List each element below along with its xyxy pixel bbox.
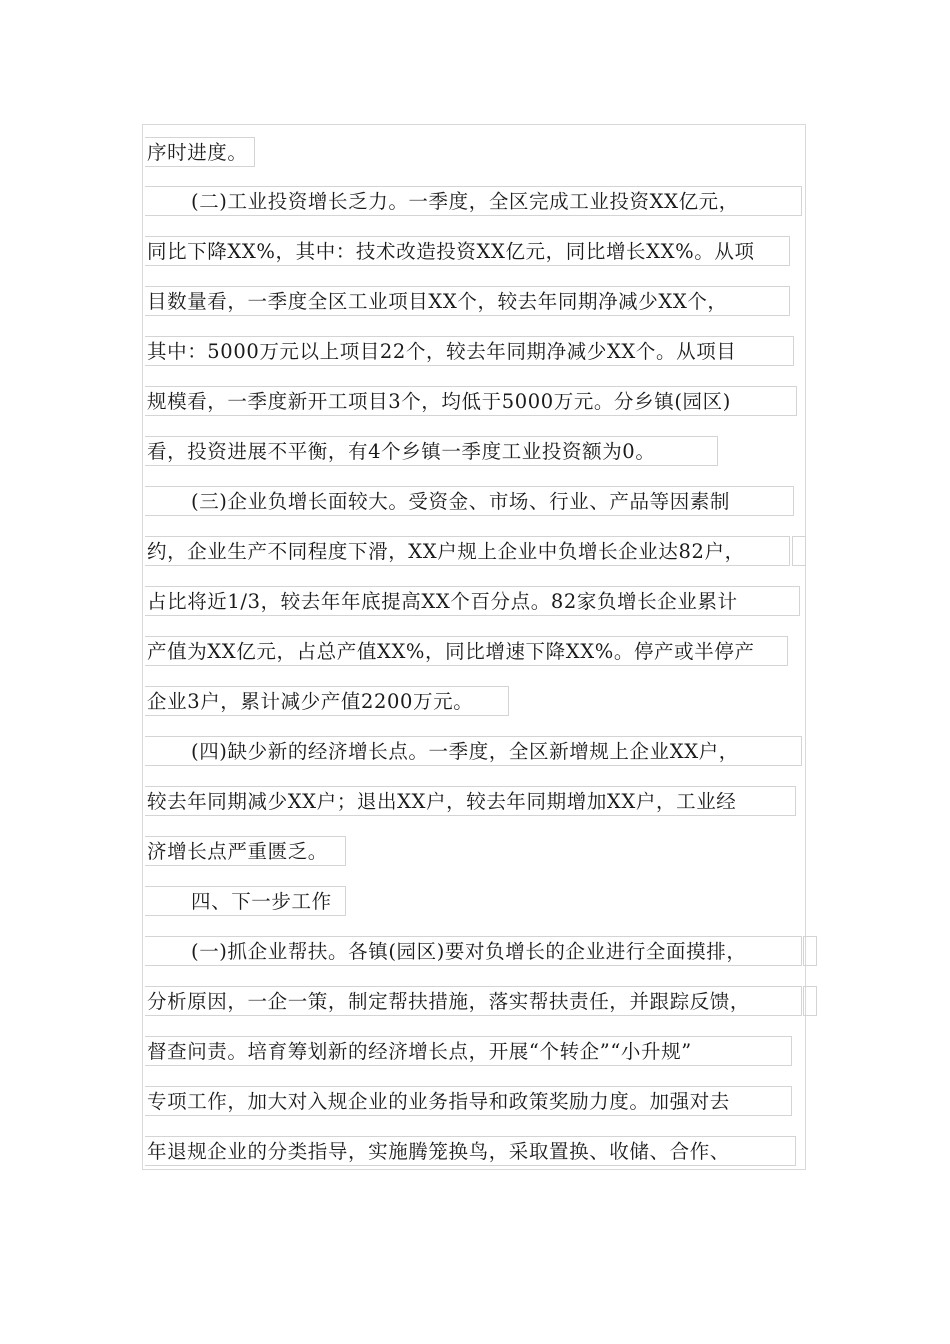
text-line: 分析原因，一企一策，制定帮扶措施，落实帮扶责任，并跟踪反馈， (145, 986, 802, 1016)
text-line: 济增长点严重匮乏。 (145, 836, 346, 866)
text-line: 企业3户，累计减少产值2200万元。 (145, 686, 509, 716)
text-line: 其中：5000万元以上项目22个，较去年同期净减少XX个。从项目 (145, 336, 794, 366)
line-end-marker (792, 536, 806, 566)
paragraph-2-line-1: (二)工业投资增长乏力。一季度，全区完成工业投资XX亿元， (145, 186, 802, 216)
line-end-marker (803, 936, 817, 966)
text-line: 序时进度。 (145, 137, 255, 167)
line-end-marker (803, 986, 817, 1016)
text-line: 约，企业生产不同程度下滑，XX户规上企业中负增长企业达82户， (145, 536, 790, 566)
text-line: 占比将近1/3，较去年年底提高XX个百分点。82家负增长企业累计 (145, 586, 800, 616)
section-heading: 四、下一步工作 (145, 886, 346, 916)
text-line: 目数量看，一季度全区工业项目XX个，较去年同期净减少XX个， (145, 286, 790, 316)
text-line: 督查问责。培育筹划新的经济增长点，开展“个转企”“小升规” (145, 1036, 792, 1066)
text-line: 年退规企业的分类指导，实施腾笼换鸟，采取置换、收储、合作、 (145, 1136, 796, 1166)
text-line: 专项工作，加大对入规企业的业务指导和政策奖励力度。加强对去 (145, 1086, 792, 1116)
text-line: 规模看，一季度新开工项目3个，均低于5000万元。分乡镇(园区) (145, 386, 797, 416)
text-line: 产值为XX亿元，占总产值XX%，同比增速下降XX%。停产或半停产 (145, 636, 788, 666)
text-line: 同比下降XX%，其中：技术改造投资XX亿元，同比增长XX%。从项 (145, 236, 790, 266)
paragraph-4-line-1: (四)缺少新的经济增长点。一季度，全区新增规上企业XX户， (145, 736, 802, 766)
paragraph-3-line-1: (三)企业负增长面较大。受资金、市场、行业、产品等因素制 (145, 486, 794, 516)
paragraph-5-line-1: (一)抓企业帮扶。各镇(园区)要对负增长的企业进行全面摸排， (145, 936, 802, 966)
text-line: 看，投资进展不平衡，有4个乡镇一季度工业投资额为0。 (145, 436, 718, 466)
text-line: 较去年同期减少XX户；退出XX户，较去年同期增加XX户，工业经 (145, 786, 796, 816)
